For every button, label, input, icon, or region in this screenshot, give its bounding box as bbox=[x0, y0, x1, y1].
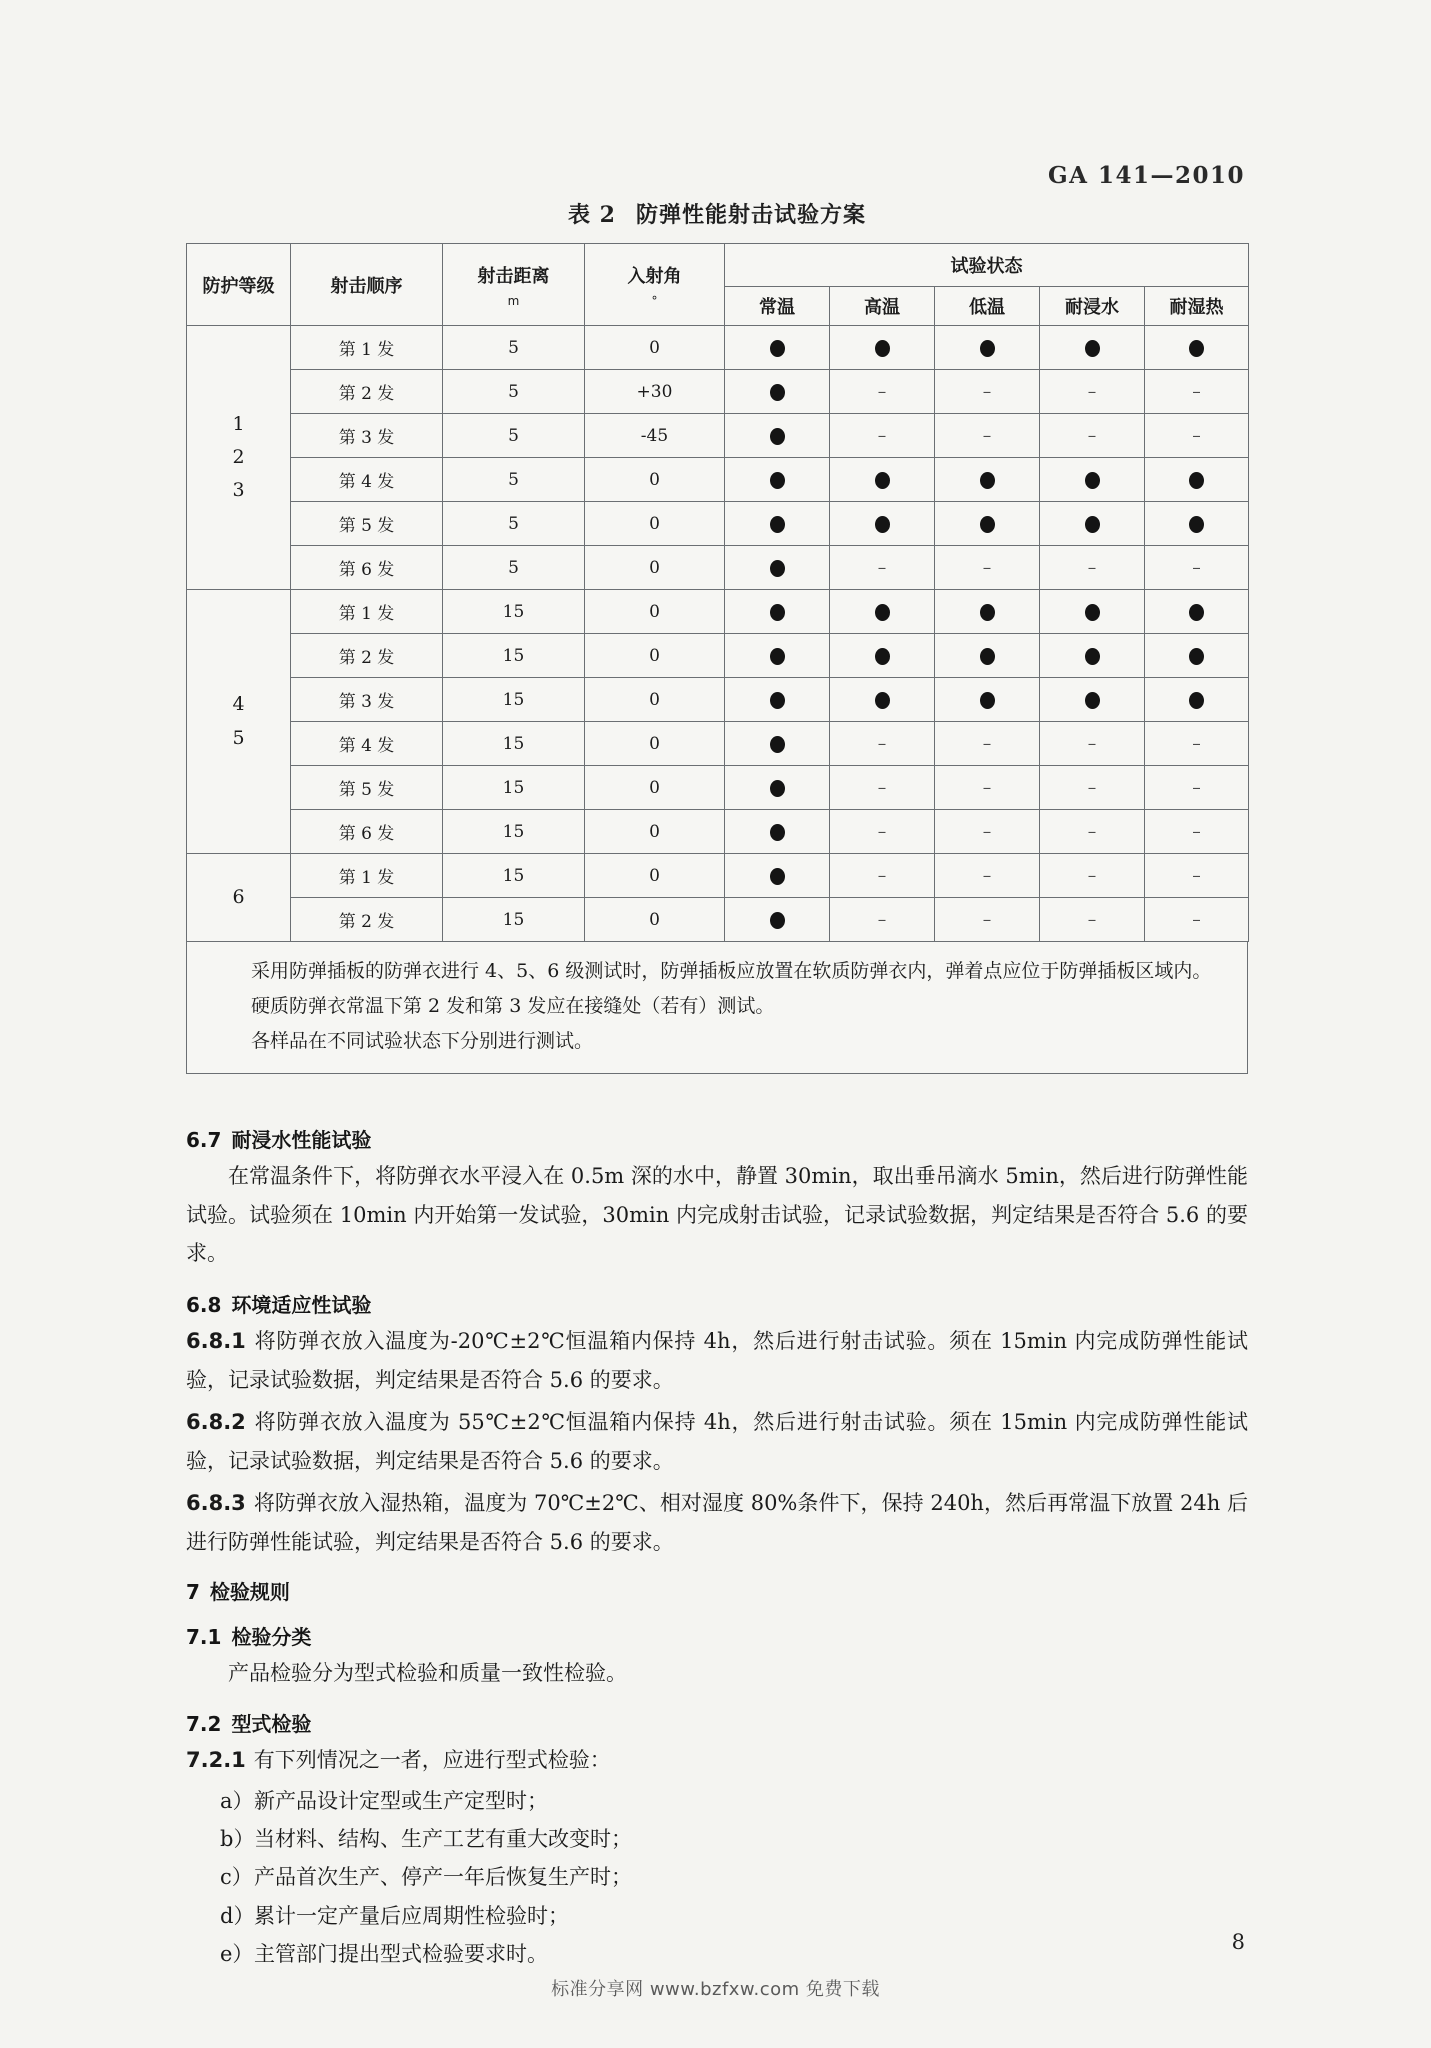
list-item bbox=[186, 1935, 1248, 1973]
clause-6-8-1 bbox=[186, 1322, 1248, 1399]
cell-state-low-temp bbox=[935, 502, 1040, 546]
cell-shot-order: 第 5 发 bbox=[291, 502, 443, 546]
cell-state-low-temp bbox=[935, 898, 1040, 942]
dash-mark: – bbox=[1192, 777, 1201, 798]
shooting-test-table-wrapper bbox=[186, 243, 1248, 1074]
dash-mark: – bbox=[877, 733, 887, 754]
filled-circle-icon bbox=[770, 604, 785, 621]
cell-angle: -45 bbox=[585, 414, 725, 458]
cell-distance: 15 bbox=[443, 722, 585, 766]
cell-state-normal bbox=[725, 590, 830, 634]
cell-distance: 5 bbox=[443, 414, 585, 458]
cell-state-high-temp bbox=[830, 370, 935, 414]
table-row bbox=[187, 546, 1249, 590]
dash-mark: – bbox=[1087, 865, 1097, 886]
clause-text-6-8-3: 将防弹衣放入湿热箱，温度为 70℃±2℃、相对湿度 80%条件下，保持 240h，然后再常温下放置 24h 后进行防弹性能试验，判定结果是否符合 5.6 的要求。 bbox=[186, 1491, 1248, 1554]
table-row bbox=[187, 634, 1249, 678]
section-number-6-8: 6.8 bbox=[186, 1292, 222, 1317]
table-body bbox=[187, 326, 1249, 942]
cell-distance: 5 bbox=[443, 546, 585, 590]
cell-state-water-immersion bbox=[1040, 810, 1145, 854]
dash-mark: – bbox=[1192, 733, 1201, 754]
table-caption-title: 防弹性能射击试验方案 bbox=[635, 202, 866, 228]
cell-state-high-temp bbox=[830, 502, 935, 546]
table-row bbox=[187, 414, 1249, 458]
list-item-text: 累计一定产量后应周期性检验时； bbox=[254, 1903, 569, 1928]
filled-circle-icon bbox=[875, 648, 890, 665]
dash-mark: – bbox=[1087, 425, 1097, 446]
table-caption bbox=[186, 198, 1248, 229]
cell-shot-order: 第 4 发 bbox=[291, 458, 443, 502]
cell-distance: 5 bbox=[443, 458, 585, 502]
clause-6-8-2 bbox=[186, 1403, 1248, 1480]
clause-number-6-8-3: 6.8.3 bbox=[186, 1491, 246, 1516]
chapter-heading-7 bbox=[186, 1576, 1248, 1605]
cell-state-high-temp bbox=[830, 458, 935, 502]
cell-state-low-temp bbox=[935, 810, 1040, 854]
list-item-marker: d） bbox=[220, 1903, 255, 1928]
cell-angle: 0 bbox=[585, 722, 725, 766]
list-item bbox=[186, 1858, 1248, 1896]
cell-state-high-temp bbox=[830, 854, 935, 898]
table-row bbox=[187, 898, 1249, 942]
cell-distance: 5 bbox=[443, 370, 585, 414]
filled-circle-icon bbox=[1085, 648, 1100, 665]
cell-state-high-temp bbox=[830, 678, 935, 722]
cell-state-humid-heat bbox=[1145, 722, 1249, 766]
dash-mark: – bbox=[982, 557, 992, 578]
cell-state-normal bbox=[725, 810, 830, 854]
list-item-marker: a） bbox=[220, 1788, 254, 1813]
cell-state-water-immersion bbox=[1040, 634, 1145, 678]
cell-state-humid-heat bbox=[1145, 546, 1249, 590]
table-row bbox=[187, 326, 1249, 370]
dash-mark: – bbox=[982, 909, 992, 930]
protection-level-value: 4 bbox=[232, 693, 245, 716]
table-note: 各样品在不同试验状态下分别进行测试。 bbox=[251, 1030, 594, 1053]
cell-state-humid-heat bbox=[1145, 370, 1249, 414]
cell-angle: 0 bbox=[585, 898, 725, 942]
filled-circle-icon bbox=[770, 648, 785, 665]
section-number-7-2: 7.2 bbox=[186, 1712, 222, 1737]
list-item bbox=[186, 1782, 1248, 1820]
cell-state-humid-heat bbox=[1145, 414, 1249, 458]
filled-circle-icon bbox=[1189, 340, 1204, 357]
cell-state-normal bbox=[725, 678, 830, 722]
cell-state-low-temp bbox=[935, 458, 1040, 502]
cell-state-normal bbox=[725, 414, 830, 458]
col-header-distance-unit: m bbox=[507, 293, 520, 308]
filled-circle-icon bbox=[770, 736, 785, 753]
filled-circle-icon bbox=[770, 428, 785, 445]
filled-circle-icon bbox=[1085, 472, 1100, 489]
section-number-6-7: 6.7 bbox=[186, 1128, 222, 1152]
cell-state-normal bbox=[725, 458, 830, 502]
dash-mark: – bbox=[877, 909, 887, 930]
cell-angle: 0 bbox=[585, 502, 725, 546]
filled-circle-icon bbox=[770, 560, 785, 577]
cell-shot-order: 第 3 发 bbox=[291, 414, 443, 458]
cell-state-low-temp bbox=[935, 722, 1040, 766]
cell-state-water-immersion bbox=[1040, 854, 1145, 898]
cell-state-water-immersion bbox=[1040, 370, 1145, 414]
cell-state-high-temp bbox=[830, 326, 935, 370]
filled-circle-icon bbox=[875, 340, 890, 357]
filled-circle-icon bbox=[980, 340, 995, 357]
dash-mark: – bbox=[982, 381, 992, 402]
cell-state-water-immersion bbox=[1040, 414, 1145, 458]
list-item-marker: c） bbox=[220, 1865, 253, 1890]
cell-distance: 5 bbox=[443, 326, 585, 370]
filled-circle-icon bbox=[980, 516, 995, 533]
cell-distance: 15 bbox=[443, 678, 585, 722]
dash-mark: – bbox=[877, 865, 887, 886]
cell-protection-level bbox=[187, 590, 291, 854]
cell-state-humid-heat bbox=[1145, 678, 1249, 722]
cell-state-humid-heat bbox=[1145, 854, 1249, 898]
col-header-test-state-group: 试验状态 bbox=[725, 244, 1249, 287]
dash-mark: – bbox=[877, 381, 887, 402]
col-header-angle bbox=[585, 244, 725, 326]
cell-state-normal bbox=[725, 634, 830, 678]
cell-state-normal bbox=[725, 326, 830, 370]
filled-circle-icon bbox=[875, 692, 890, 709]
filled-circle-icon bbox=[1085, 340, 1100, 357]
table-row bbox=[187, 766, 1249, 810]
cell-state-high-temp bbox=[830, 898, 935, 942]
chapter-number-7: 7 bbox=[186, 1579, 200, 1604]
cell-distance: 15 bbox=[443, 590, 585, 634]
cell-state-humid-heat bbox=[1145, 898, 1249, 942]
table-row bbox=[187, 502, 1249, 546]
dash-mark: – bbox=[1087, 381, 1097, 402]
col-header-level: 防护等级 bbox=[187, 244, 291, 326]
cell-distance: 15 bbox=[443, 898, 585, 942]
dash-mark: – bbox=[982, 733, 992, 754]
cell-shot-order: 第 1 发 bbox=[291, 854, 443, 898]
col-header-angle-unit: ° bbox=[651, 293, 658, 308]
cell-state-water-immersion bbox=[1040, 678, 1145, 722]
clause-lead-7-2-1: 有下列情况之一者，应进行型式检验： bbox=[253, 1748, 611, 1773]
cell-protection-level bbox=[187, 326, 291, 590]
cell-state-water-immersion bbox=[1040, 722, 1145, 766]
cell-shot-order: 第 1 发 bbox=[291, 590, 443, 634]
cell-distance: 5 bbox=[443, 502, 585, 546]
table-note: 硬质防弹衣常温下第 2 发和第 3 发应在接缝处（若有）测试。 bbox=[251, 995, 775, 1018]
list-item bbox=[186, 1820, 1248, 1858]
cell-state-normal bbox=[725, 502, 830, 546]
cell-state-low-temp bbox=[935, 546, 1040, 590]
cell-angle: 0 bbox=[585, 326, 725, 370]
cell-state-water-immersion bbox=[1040, 546, 1145, 590]
cell-state-normal bbox=[725, 722, 830, 766]
clause-text-6-8-2: 将防弹衣放入温度为 55℃±2℃恒温箱内保持 4h，然后进行射击试验。须在 15min 内完成防弹性能试验，记录试验数据，判定结果是否符合 5.6 的要求。 bbox=[186, 1410, 1248, 1473]
dash-mark: – bbox=[877, 557, 887, 578]
section-body-7-1: 产品检验分为型式检验和质量一致性检验。 bbox=[228, 1660, 627, 1685]
cell-state-water-immersion bbox=[1040, 326, 1145, 370]
dash-mark: – bbox=[1192, 381, 1201, 402]
protection-level-value: 5 bbox=[232, 726, 245, 749]
cell-state-humid-heat bbox=[1145, 326, 1249, 370]
dash-mark: – bbox=[1192, 425, 1201, 446]
table-head bbox=[187, 244, 1249, 326]
cell-state-low-temp bbox=[935, 414, 1040, 458]
section-heading-6-7 bbox=[186, 1124, 1248, 1153]
filled-circle-icon bbox=[1189, 604, 1204, 621]
table-row bbox=[187, 722, 1249, 766]
protection-level-value: 1 bbox=[232, 412, 245, 435]
dash-mark: – bbox=[1192, 821, 1201, 842]
cell-state-high-temp bbox=[830, 810, 935, 854]
list-item-text: 主管部门提出型式检验要求时。 bbox=[254, 1941, 548, 1966]
dash-mark: – bbox=[982, 777, 992, 798]
cell-state-high-temp bbox=[830, 590, 935, 634]
cell-state-water-immersion bbox=[1040, 458, 1145, 502]
cell-shot-order: 第 2 发 bbox=[291, 634, 443, 678]
dash-mark: – bbox=[1192, 557, 1201, 578]
section-heading-7-2 bbox=[186, 1708, 1248, 1737]
running-header-standard-code: GA 141—2010 bbox=[1047, 162, 1245, 189]
dash-mark: – bbox=[1087, 821, 1097, 842]
cell-state-low-temp bbox=[935, 854, 1040, 898]
list-item-marker: b） bbox=[220, 1827, 255, 1852]
filled-circle-icon bbox=[980, 604, 995, 621]
cell-state-humid-heat bbox=[1145, 502, 1249, 546]
filled-circle-icon bbox=[770, 912, 785, 929]
cell-shot-order: 第 3 发 bbox=[291, 678, 443, 722]
cell-state-normal bbox=[725, 898, 830, 942]
cell-state-high-temp bbox=[830, 634, 935, 678]
shooting-test-table bbox=[186, 243, 1249, 942]
clause-text-6-8-1: 将防弹衣放入温度为-20℃±2℃恒温箱内保持 4h，然后进行射击试验。须在 15min 内完成防弹性能试验，记录试验数据，判定结果是否符合 5.6 的要求。 bbox=[186, 1328, 1248, 1392]
table-notes bbox=[186, 942, 1248, 1074]
table-caption-number: 表 2 bbox=[568, 202, 616, 228]
cell-angle: 0 bbox=[585, 546, 725, 590]
cell-state-high-temp bbox=[830, 414, 935, 458]
cell-state-humid-heat bbox=[1145, 590, 1249, 634]
filled-circle-icon bbox=[1189, 516, 1204, 533]
cell-angle: 0 bbox=[585, 634, 725, 678]
cell-shot-order: 第 6 发 bbox=[291, 546, 443, 590]
dash-mark: – bbox=[1087, 733, 1097, 754]
chapter-title-7: 检验规则 bbox=[209, 1579, 290, 1604]
filled-circle-icon bbox=[1085, 692, 1100, 709]
filled-circle-icon bbox=[980, 472, 995, 489]
clause-number-7-2-1: 7.2.1 bbox=[186, 1748, 246, 1773]
filled-circle-icon bbox=[770, 780, 785, 797]
col-header-angle-label: 入射角 bbox=[627, 265, 682, 287]
dash-mark: – bbox=[877, 821, 887, 842]
cell-angle: 0 bbox=[585, 854, 725, 898]
cell-angle: 0 bbox=[585, 678, 725, 722]
cell-shot-order: 第 4 发 bbox=[291, 722, 443, 766]
list-item-text: 新产品设计定型或生产定型时； bbox=[254, 1788, 548, 1813]
cell-protection-level bbox=[187, 854, 291, 942]
cell-state-normal bbox=[725, 546, 830, 590]
footer-watermark: 标准分享网 www.bzfxw.com 免费下载 bbox=[551, 1979, 880, 2000]
cell-state-water-immersion bbox=[1040, 898, 1145, 942]
cell-angle: 0 bbox=[585, 590, 725, 634]
dash-mark: – bbox=[982, 865, 992, 886]
filled-circle-icon bbox=[770, 868, 785, 885]
filled-circle-icon bbox=[770, 472, 785, 489]
col-header-state-humid-heat: 耐湿热 bbox=[1145, 287, 1249, 326]
list-item-text: 当材料、结构、生产工艺有重大改变时； bbox=[254, 1827, 632, 1852]
list-item-marker: e） bbox=[220, 1941, 254, 1966]
filled-circle-icon bbox=[1189, 692, 1204, 709]
table-row bbox=[187, 678, 1249, 722]
table-row bbox=[187, 458, 1249, 502]
filled-circle-icon bbox=[980, 648, 995, 665]
cell-shot-order: 第 2 发 bbox=[291, 370, 443, 414]
col-header-state-water-immersion: 耐浸水 bbox=[1040, 287, 1145, 326]
cell-state-high-temp bbox=[830, 722, 935, 766]
section-number-7-1: 7.1 bbox=[186, 1624, 222, 1649]
filled-circle-icon bbox=[770, 824, 785, 841]
cell-state-low-temp bbox=[935, 326, 1040, 370]
cell-shot-order: 第 5 发 bbox=[291, 766, 443, 810]
clause-6-8-3 bbox=[186, 1484, 1248, 1561]
dash-mark: – bbox=[1087, 557, 1097, 578]
col-header-shot-order: 射击顺序 bbox=[291, 244, 443, 326]
filled-circle-icon bbox=[980, 692, 995, 709]
filled-circle-icon bbox=[875, 472, 890, 489]
col-header-distance bbox=[443, 244, 585, 326]
filled-circle-icon bbox=[1085, 604, 1100, 621]
clause-number-6-8-1: 6.8.1 bbox=[186, 1328, 246, 1353]
col-header-state-high-temp: 高温 bbox=[830, 287, 935, 326]
cell-angle: 0 bbox=[585, 810, 725, 854]
cell-state-normal bbox=[725, 370, 830, 414]
protection-level-value: 2 bbox=[232, 445, 245, 468]
dash-mark: – bbox=[877, 425, 887, 446]
type-inspection-conditions-list bbox=[186, 1782, 1248, 1973]
cell-shot-order: 第 2 发 bbox=[291, 898, 443, 942]
filled-circle-icon bbox=[875, 604, 890, 621]
clause-7-2-1 bbox=[186, 1741, 1248, 1780]
dash-mark: – bbox=[1192, 865, 1201, 886]
dash-mark: – bbox=[877, 777, 887, 798]
section-title-7-2: 型式检验 bbox=[231, 1712, 312, 1737]
filled-circle-icon bbox=[770, 340, 785, 357]
dash-mark: – bbox=[982, 425, 992, 446]
filled-circle-icon bbox=[1085, 516, 1100, 533]
cell-distance: 15 bbox=[443, 766, 585, 810]
col-header-state-normal: 常温 bbox=[725, 287, 830, 326]
dash-mark: – bbox=[1192, 909, 1201, 930]
cell-state-low-temp bbox=[935, 766, 1040, 810]
cell-state-high-temp bbox=[830, 766, 935, 810]
filled-circle-icon bbox=[1189, 648, 1204, 665]
filled-circle-icon bbox=[1189, 472, 1204, 489]
table-row bbox=[187, 370, 1249, 414]
section-heading-7-1 bbox=[186, 1621, 1248, 1650]
section-title-6-7: 耐浸水性能试验 bbox=[231, 1128, 372, 1152]
dash-mark: – bbox=[982, 821, 992, 842]
cell-state-humid-heat bbox=[1145, 810, 1249, 854]
cell-angle: 0 bbox=[585, 458, 725, 502]
clause-number-6-8-2: 6.8.2 bbox=[186, 1410, 246, 1435]
cell-state-water-immersion bbox=[1040, 766, 1145, 810]
cell-state-humid-heat bbox=[1145, 634, 1249, 678]
table-row bbox=[187, 810, 1249, 854]
filled-circle-icon bbox=[770, 384, 785, 401]
cell-state-low-temp bbox=[935, 634, 1040, 678]
cell-angle: 0 bbox=[585, 766, 725, 810]
list-item bbox=[186, 1897, 1248, 1935]
cell-state-low-temp bbox=[935, 678, 1040, 722]
table-note: 采用防弹插板的防弹衣进行 4、5、6 级测试时，防弹插板应放置在软质防弹衣内，弹着点应位于防弹插板区域内。 bbox=[251, 960, 1212, 982]
cell-state-humid-heat bbox=[1145, 458, 1249, 502]
section-heading-6-8 bbox=[186, 1289, 1248, 1318]
list-item-text: 产品首次生产、停产一年后恢复生产时； bbox=[254, 1865, 632, 1890]
filled-circle-icon bbox=[875, 516, 890, 533]
cell-shot-order: 第 1 发 bbox=[291, 326, 443, 370]
cell-state-normal bbox=[725, 766, 830, 810]
section-body-6-7: 在常温条件下，将防弹衣水平浸入在 0.5m 深的水中，静置 30min，取出垂吊滴水 5min，然后进行防弹性能试验。试验须在 10min 内开始第一发试验，30min 内完成射击试验，记录试验数据，判定结果是否符合 5.6 的要求。 bbox=[186, 1164, 1248, 1266]
filled-circle-icon bbox=[770, 516, 785, 533]
cell-state-low-temp bbox=[935, 370, 1040, 414]
protection-level-value: 6 bbox=[232, 885, 245, 908]
cell-state-low-temp bbox=[935, 590, 1040, 634]
table-header-row-1 bbox=[187, 244, 1249, 287]
cell-state-water-immersion bbox=[1040, 502, 1145, 546]
protection-level-value: 3 bbox=[232, 479, 245, 502]
col-header-distance-label: 射击距离 bbox=[477, 265, 550, 287]
cell-state-high-temp bbox=[830, 546, 935, 590]
table-row bbox=[187, 590, 1249, 634]
cell-angle: +30 bbox=[585, 370, 725, 414]
body-content bbox=[186, 1108, 1248, 1973]
col-header-state-low-temp: 低温 bbox=[935, 287, 1040, 326]
cell-state-water-immersion bbox=[1040, 590, 1145, 634]
dash-mark: – bbox=[1087, 909, 1097, 930]
page-number: 8 bbox=[1231, 1930, 1245, 1954]
section-title-7-1: 检验分类 bbox=[231, 1624, 312, 1649]
section-title-6-8: 环境适应性试验 bbox=[231, 1292, 372, 1317]
cell-shot-order: 第 6 发 bbox=[291, 810, 443, 854]
dash-mark: – bbox=[1087, 777, 1097, 798]
table-row bbox=[187, 854, 1249, 898]
cell-distance: 15 bbox=[443, 634, 585, 678]
cell-distance: 15 bbox=[443, 854, 585, 898]
cell-state-normal bbox=[725, 854, 830, 898]
cell-state-humid-heat bbox=[1145, 766, 1249, 810]
filled-circle-icon bbox=[770, 692, 785, 709]
cell-distance: 15 bbox=[443, 810, 585, 854]
